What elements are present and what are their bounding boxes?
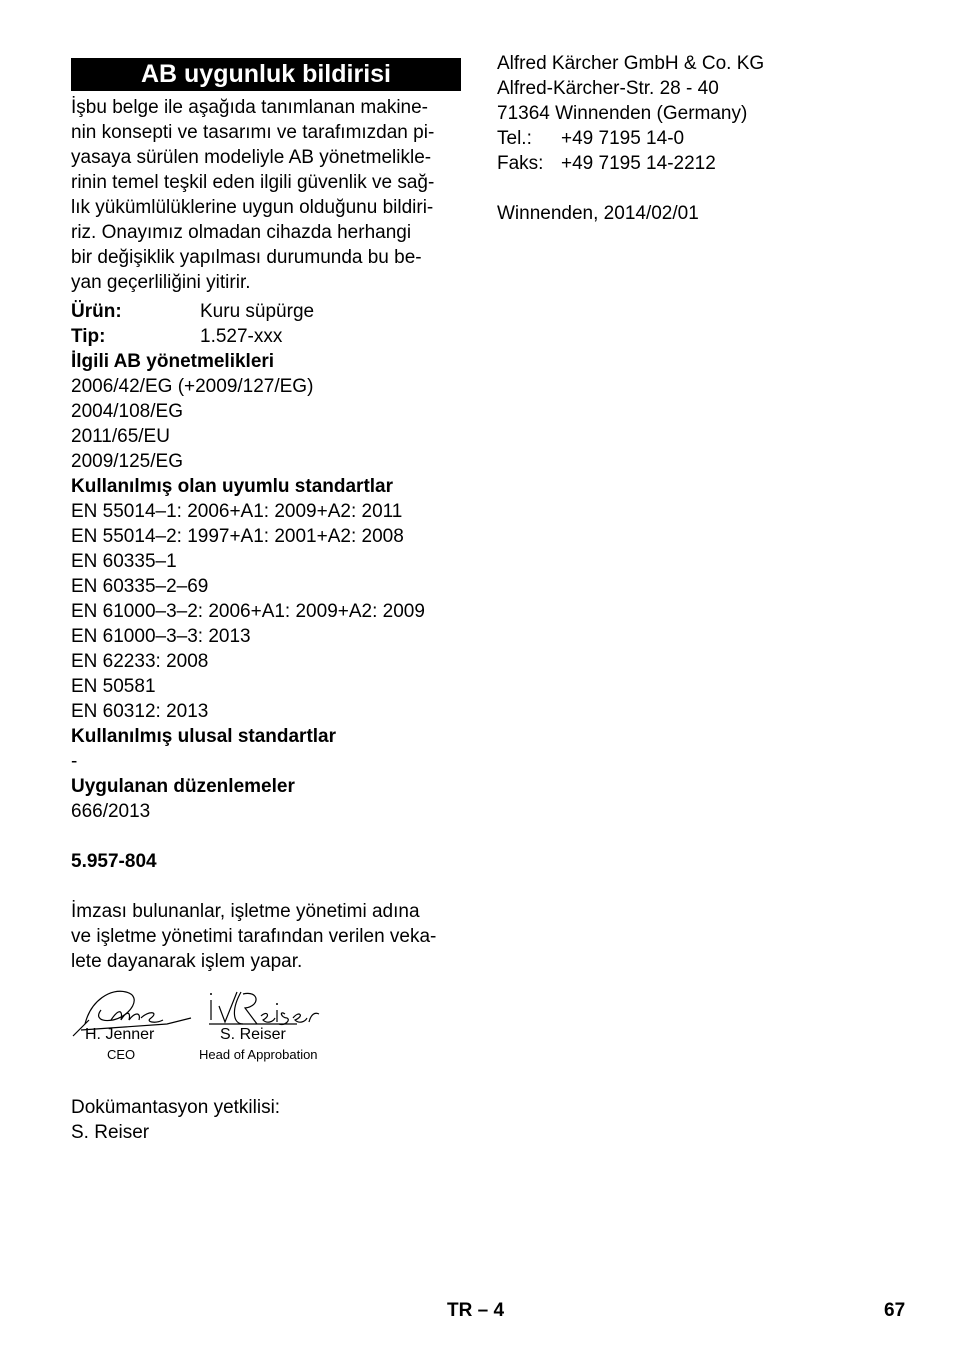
spacer	[71, 874, 461, 899]
directive-item: 2009/125/EG	[71, 451, 183, 472]
intro-paragraph: İşbu belge ile aşağıda tanımlanan makine- nin konsepti ve tasarımı ve tarafımızdan pi- yasaya sürülen modeliyle AB yönetmelikle- rinin temel teşkil eden ilgili güvenlik ve sağ- lık yükümlülüklerine uygun olduğunu bildiri- riz. Onayımız olmadan cihazda herhangi bir değişiklik yapılması durumunda bu be- yan geçerliliğini yitirir.	[71, 97, 435, 293]
standard-item: EN 50581	[71, 676, 156, 697]
fax-row	[497, 151, 917, 176]
place-date: Winnenden, 2014/02/01	[497, 203, 699, 224]
documentation-name: S. Reiser	[71, 1122, 150, 1143]
product-label: Ürün:	[71, 301, 122, 322]
fax-label: Faks:	[497, 153, 544, 174]
left-column	[71, 58, 461, 1145]
standard-item: EN 55014–1: 2006+A1: 2009+A2: 2011	[71, 501, 403, 522]
signatory-paragraph: İmzası bulunanlar, işletme yönetimi adına ve işletme yönetimi tarafından verilen veka- lete dayanarak işlem yapar.	[71, 901, 437, 972]
company-street: Alfred-Kärcher-Str. 28 - 40	[497, 78, 719, 99]
signer-2-name: S. Reiser	[220, 1026, 286, 1043]
signature-area	[71, 980, 461, 1095]
directive-item: 2004/108/EG	[71, 401, 183, 422]
company-name: Alfred Kärcher GmbH & Co. KG	[497, 53, 765, 74]
directives-heading: İlgili AB yönetmelikleri	[71, 351, 275, 372]
standard-item: EN 60312: 2013	[71, 701, 209, 722]
phone-value: +49 7195 14-0	[561, 128, 685, 149]
spacer	[71, 824, 461, 849]
directive-item: 2006/42/EG (+2009/127/EG)	[71, 376, 314, 397]
footer-section: TR – 4	[447, 1300, 505, 1321]
phone-row	[497, 126, 917, 151]
national-value: -	[71, 751, 78, 772]
right-column	[497, 51, 917, 226]
spacer	[497, 176, 917, 201]
standard-item: EN 60335–2–69	[71, 576, 209, 597]
harmonized-heading: Kullanılmış olan uyumlu standartlar	[71, 476, 394, 497]
documentation-label: Dokümantasyon yetkilisi:	[71, 1097, 281, 1118]
fax-value: +49 7195 14-2212	[561, 153, 716, 174]
type-label: Tip:	[71, 326, 106, 347]
directive-item: 2011/65/EU	[71, 426, 170, 447]
national-heading: Kullanılmış ulusal standartlar	[71, 726, 337, 747]
document-number: 5.957-804	[71, 851, 157, 872]
documentation-block	[71, 1095, 461, 1145]
regulations-value: 666/2013	[71, 801, 151, 822]
page-title: AB uygunluk bildirisi	[71, 58, 461, 91]
standard-item: EN 61000–3–2: 2006+A1: 2009+A2: 2009	[71, 601, 425, 622]
product-value: Kuru süpürge	[200, 301, 315, 322]
directives-list	[71, 374, 461, 474]
type-row	[71, 324, 461, 349]
standard-item: EN 60335–1	[71, 551, 177, 572]
standard-item: EN 62233: 2008	[71, 651, 209, 672]
phone-label: Tel.:	[497, 128, 532, 149]
regulations-heading: Uygulanan düzenlemeler	[71, 776, 295, 797]
page-number: 67	[884, 1300, 906, 1321]
type-value: 1.527-xxx	[200, 326, 283, 347]
product-row	[71, 299, 461, 324]
standard-item: EN 61000–3–3: 2013	[71, 626, 251, 647]
signer-1-name: H. Jenner	[85, 1026, 155, 1043]
standard-item: EN 55014–2: 1997+A1: 2001+A2: 2008	[71, 526, 404, 547]
harmonized-list	[71, 499, 461, 724]
signer-2-role: Head of Approbation	[199, 1047, 318, 1062]
signer-1-role: CEO	[107, 1047, 136, 1062]
company-city: 71364 Winnenden (Germany)	[497, 103, 748, 124]
